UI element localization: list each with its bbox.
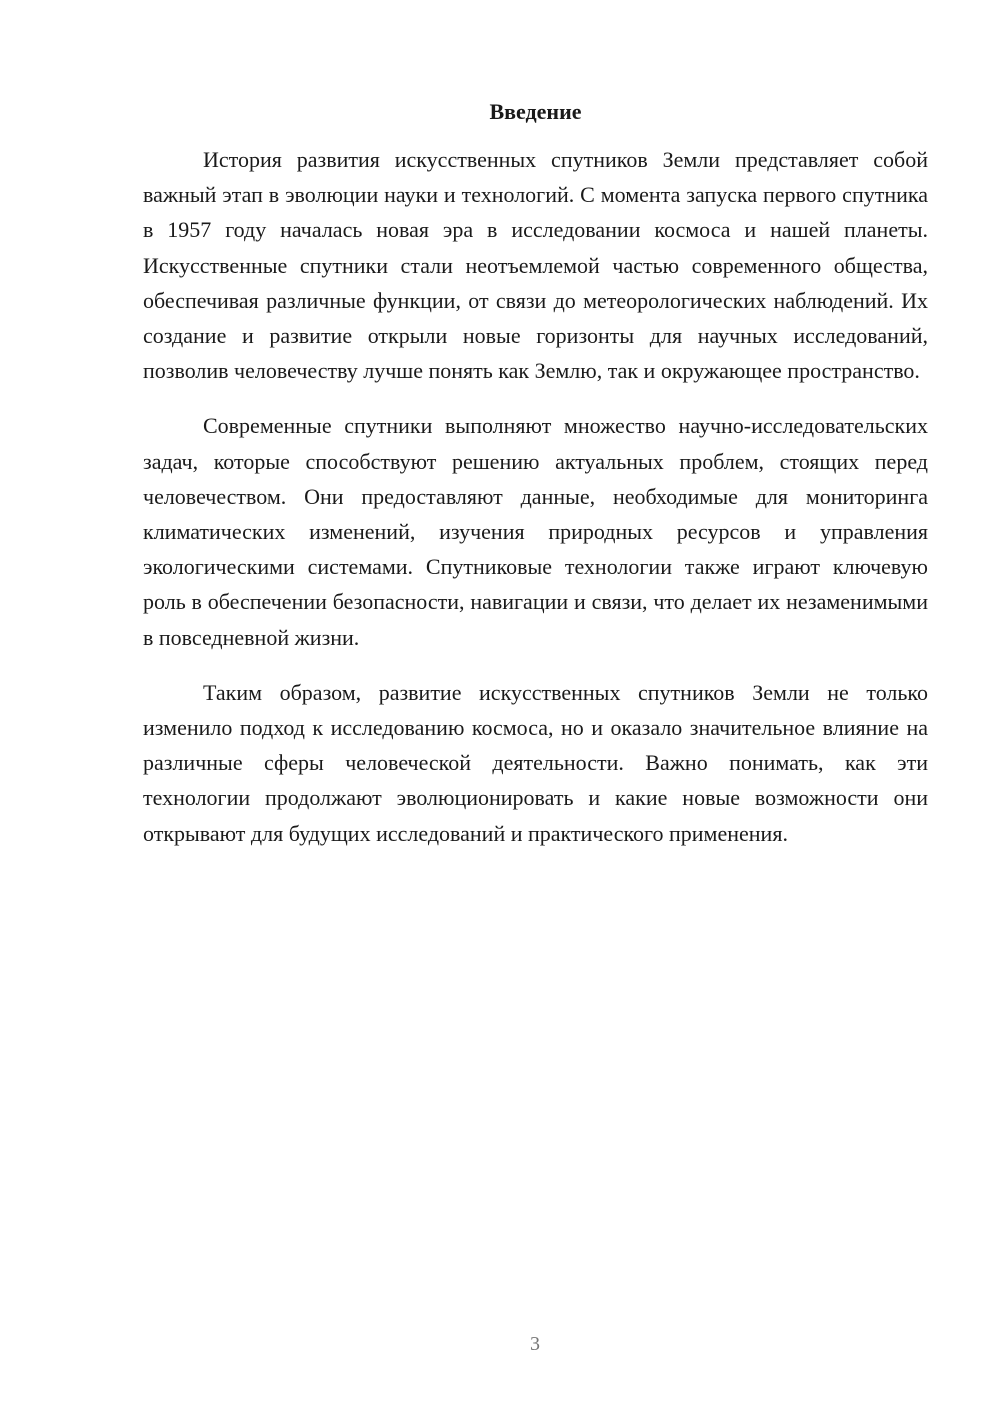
section-heading: Введение (489, 99, 582, 124)
page-number: 3 (530, 1333, 540, 1355)
body-text (143, 142, 928, 871)
paragraph-2: Современные спутники выполняют множество научно-исследовательских задач, которые способствуют решению актуальных проблем, стоящих перед человечеством. Они предоставляют данные, необходимые для мониторинга климатических изменений, изучения природных ресурсов и управления экологическими системами. Спутниковые технологии также играют ключевую роль в обеспечении безопасности, навигации и связи, что делает их незаменимыми в повседневной жизни. (143, 413, 928, 650)
paragraph-1: История развития искусственных спутников Земли представляет собой важный этап в эволюции науки и технологий. С момента запуска первого спутника в 1957 году началась новая эра в исследовании космоса и нашей планеты. Искусственные спутники стали неотъемлемой частью современного общества, обеспечивая различные функции, от связи до метеорологических наблюдений. Их создание и развитие открыли новые горизонты для научных исследований, позволив человечеству лучше понять как Землю, так и окружающее пространство. (143, 147, 928, 384)
paragraph-3: Таким образом, развитие искусственных спутников Земли не только изменило подход к исследованию космоса, но и оказало значительное влияние на различные сферы человеческой деятельности. Важно понимать, как эти технологии продолжают эволюционировать и какие новые возможности они открывают для будущих исследований и практического применения. (143, 679, 928, 846)
